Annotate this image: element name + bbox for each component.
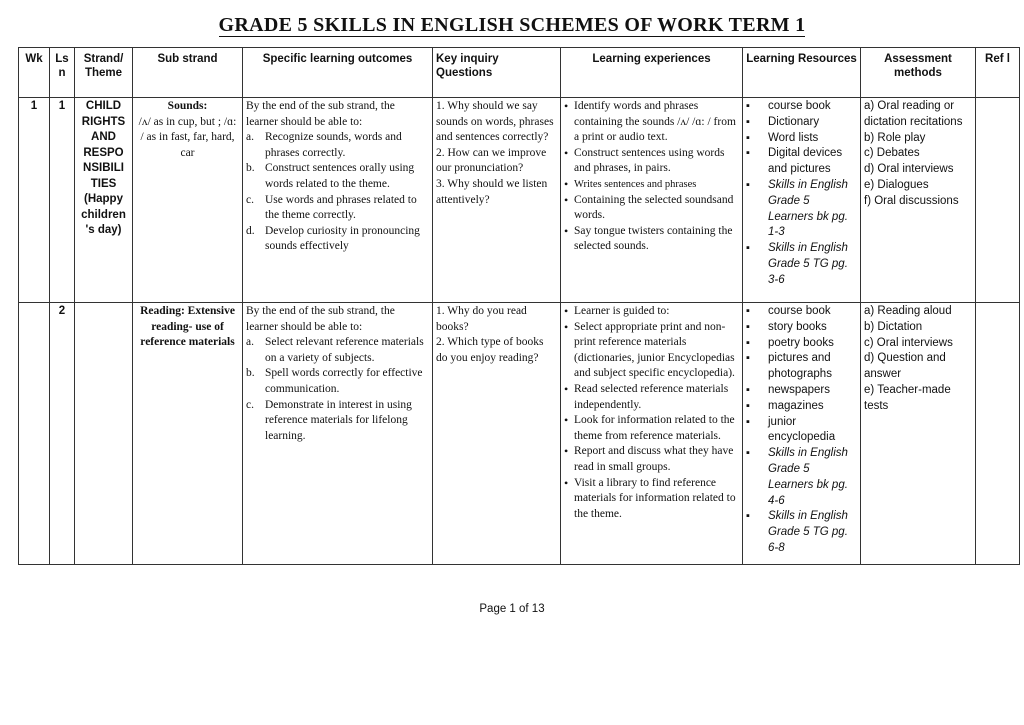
assessment-item: a) Oral reading or dictation recitations	[864, 100, 963, 128]
inquiry-cell	[433, 303, 561, 565]
assessment-cell	[861, 98, 976, 303]
list-item: • Containing the selected soundsand words.	[564, 193, 739, 224]
list-item: • Writes sentences and phrases	[564, 177, 739, 193]
list-item: ▪ Skills in English Grade 5 Learners bk pg. 4-6	[746, 446, 857, 509]
strand-cell: CHILD RIGHTS AND RESPO NSIBILI TIES (Happy children 's day)	[75, 98, 133, 303]
assessment-item: b) Dictation	[864, 320, 923, 333]
week-cell	[19, 303, 50, 565]
assessment-item: e) Dialogues	[864, 178, 929, 191]
table-row	[19, 98, 1020, 303]
list-item: • Visit a library to find reference materials for information related to the theme.	[564, 476, 739, 523]
list-item: a. Recognize sounds, words and phrases correctly.	[246, 131, 402, 159]
list-item: ▪ newspapers	[746, 383, 857, 399]
list-item: ▪ Skills in English Grade 5 TG pg. 3-6	[746, 241, 857, 288]
list-item: ▪ Dictionary	[746, 115, 857, 131]
outcomes-cell	[243, 98, 433, 303]
sub-strand-cell	[133, 98, 243, 303]
resources-list	[746, 99, 857, 289]
lesson-cell: 1	[50, 98, 75, 303]
list-item: ▪ junior encyclopedia	[746, 415, 857, 447]
assessment-item: a) Reading aloud	[864, 305, 952, 317]
list-item: b. Spell words correctly for effective communication.	[246, 367, 423, 395]
outcomes-intro: By the end of the sub strand, the learner should be able to:	[246, 305, 395, 333]
outcomes-cell	[243, 303, 433, 565]
lesson-cell: 2	[50, 303, 75, 565]
list-item: ▪ Skills in English Grade 5 TG pg. 6-8	[746, 509, 857, 556]
table-row	[19, 303, 1020, 565]
list-item: ▪ Digital devices and pictures	[746, 146, 857, 178]
list-item: ▪ course book	[746, 99, 857, 115]
list-item: ▪ poetry books	[746, 336, 857, 352]
list-item: • Read selected reference materials independently.	[564, 382, 739, 413]
header-resources: Learning Resources	[743, 48, 861, 98]
list-item: c. Use words and phrases related to the theme correctly.	[246, 193, 417, 222]
header-outcomes: Specific learning outcomes	[243, 48, 433, 98]
experiences-list	[564, 99, 739, 255]
inquiry-question: 3. Why should we listen attentively?	[436, 177, 548, 206]
list-item: • Construct sentences using words and phrases, in pairs.	[564, 146, 739, 177]
header-inquiry: Key inquiry Questions	[433, 48, 561, 98]
sub-strand-title: Sounds:	[167, 100, 208, 112]
reflection-cell	[976, 98, 1020, 303]
sub-strand-title: Reading: Extensive reading- use of reference materials	[140, 305, 235, 348]
assessment-cell	[861, 303, 976, 565]
list-item: • Select appropriate print and non-print reference materials (dictionaries, junior Encyclopedias and subject specific encyclopedia).	[564, 320, 739, 382]
list-item: • Learner is guided to:	[564, 304, 739, 320]
assessment-item: d) Oral interviews	[864, 163, 954, 176]
assessment-item: d) Question and answer	[864, 352, 946, 381]
header-row	[19, 48, 1020, 98]
list-item: • Identify words and phrases containing the sounds /ʌ/ /ɑ: / from a print or audio text.	[564, 99, 739, 146]
inquiry-question: 1. Why should we say sounds on words, phrases and sentences correctly?	[436, 100, 554, 144]
scheme-of-work-table	[18, 47, 1020, 565]
experiences-list	[564, 304, 739, 522]
header-ref: Ref l	[976, 48, 1020, 98]
list-item: c. Demonstrate in interest in using reference materials for lifelong learning.	[246, 398, 412, 442]
page-number: Page 1 of 13	[479, 603, 545, 615]
strand-cell	[75, 303, 133, 565]
assessment-item: c) Debates	[864, 147, 920, 160]
list-item: ▪ magazines	[746, 399, 857, 415]
assessment-item: e) Teacher-made tests	[864, 383, 951, 412]
week-cell: 1	[19, 98, 50, 303]
header-wk: Wk	[19, 48, 50, 98]
list-item: • Look for information related to the theme from reference materials.	[564, 413, 739, 444]
list-item: • Report and discuss what they have read in small groups.	[564, 444, 739, 475]
header-sub-strand: Sub strand	[133, 48, 243, 98]
resources-list	[746, 304, 857, 557]
assessment-item: f) Oral discussions	[864, 194, 959, 207]
document-title-text: GRADE 5 SKILLS IN ENGLISH SCHEMES OF WORK TERM 1	[218, 14, 806, 36]
header-assessment: Assessment methods	[861, 48, 976, 98]
sub-strand-text: /ʌ/ as in cup, but ; /ɑ: / as in fast, far, hard, car	[138, 115, 237, 159]
assessment-item: b) Role play	[864, 131, 926, 144]
list-item: d. Develop curiosity in pronouncing sounds effectively	[246, 224, 420, 253]
outcomes-list	[246, 130, 429, 255]
inquiry-question: 1. Why do you read books?	[436, 305, 527, 333]
list-item: ▪ Word lists	[746, 131, 857, 147]
sub-strand-cell	[133, 303, 243, 565]
list-item: b. Construct sentences orally using words related to the theme.	[246, 162, 415, 190]
document-title	[0, 14, 1024, 37]
list-item: • Say tongue twisters containing the selected sounds.	[564, 224, 739, 255]
reflection-cell	[976, 303, 1020, 565]
header-lsn: Ls n	[50, 48, 75, 98]
header-strand: Strand/ Theme	[75, 48, 133, 98]
experiences-cell	[561, 98, 743, 303]
list-item: a. Select relevant reference materials on a variety of subjects.	[246, 336, 424, 364]
assessment-item: c) Oral interviews	[864, 336, 953, 349]
list-item: ▪ pictures and photographs	[746, 351, 857, 383]
resources-cell	[743, 98, 861, 303]
outcomes-list	[246, 335, 429, 444]
list-item: ▪ Skills in English Grade 5 Learners bk pg. 1-3	[746, 178, 857, 241]
list-item: ▪ story books	[746, 320, 857, 336]
experiences-cell	[561, 303, 743, 565]
inquiry-cell	[433, 98, 561, 303]
inquiry-question: 2. How can we improve our pronunciation?	[436, 146, 547, 175]
header-experiences: Learning experiences	[561, 48, 743, 98]
inquiry-question: 2. Which type of books do you enjoy reading?	[436, 336, 544, 364]
list-item: ▪ course book	[746, 304, 857, 320]
resources-cell	[743, 303, 861, 565]
outcomes-intro: By the end of the sub strand, the learner should be able to:	[246, 100, 395, 128]
